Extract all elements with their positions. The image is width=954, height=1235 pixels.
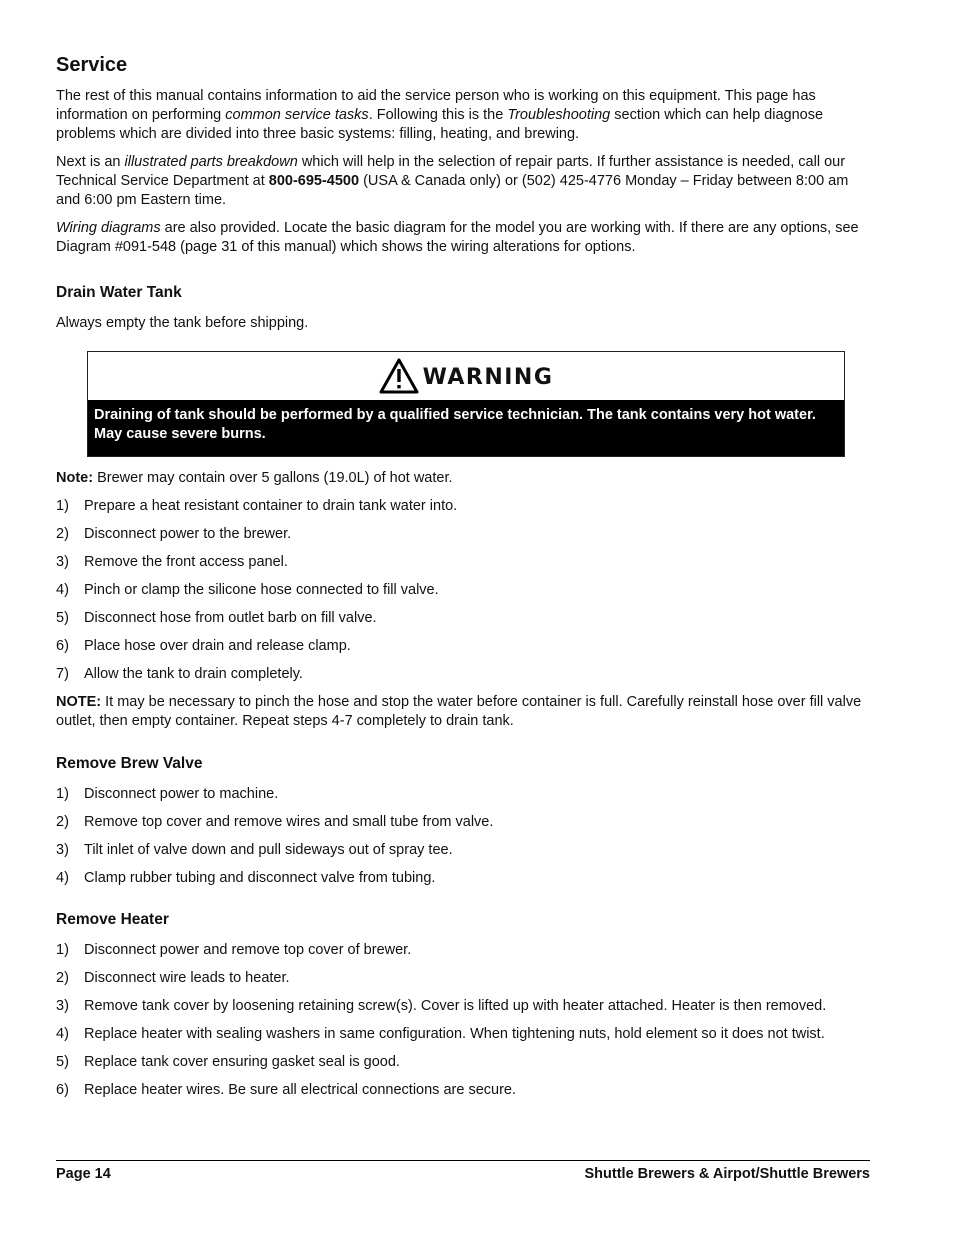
text-run: The rest of this manual contains information to aid the service person who is working on this equipment. This page has information on performing [56,88,816,123]
list-item [56,813,870,832]
list-item [56,553,870,572]
step-text: Remove tank cover by loosening retaining screw(s). Cover is lifted up with heater attached. Heater is then removed. [84,998,827,1014]
service-intro-paragraph [56,87,870,144]
step-number: 3) [56,554,69,570]
step-text: Disconnect power to machine. [84,786,279,802]
text-run: section which can help diagnose problems which are divided into three basic systems: filling, heating, and brewing. [56,107,824,142]
document-title: Shuttle Brewers & Airpot/Shuttle Brewers [584,1166,870,1182]
page-number: Page 14 [56,1166,111,1182]
text-run: are also provided. Locate the basic diagram for the model you are working with. If there are any options, see Diagram #091-548 (page 31 of this manual) which shows the wiring alterations for options. [56,220,859,255]
step-number: 6) [56,1082,69,1098]
section-heading-remove-heater: Remove Heater [56,911,169,928]
step-number: 4) [56,870,69,886]
list-item [56,941,870,960]
note-label: Note: [56,470,94,486]
note-label: NOTE: [56,694,102,710]
list-item [56,665,870,684]
list-item [56,841,870,860]
list-item [56,785,870,804]
step-number: 1) [56,942,69,958]
list-item [56,1053,870,1072]
step-number: 1) [56,786,69,802]
list-item [56,637,870,656]
section-heading-service: Service [56,54,128,76]
italic-text: common service tasks [225,107,369,123]
note-text: Brewer may contain over 5 gallons (19.0L) of hot water. [93,470,453,486]
step-text: Clamp rubber tubing and disconnect valve from tubing. [84,870,436,886]
step-text: Prepare a heat resistant container to drain tank water into. [84,498,458,514]
text-run: (USA & Canada only) or (502) 425-4776 Monday – Friday between 8:00 am and 6:00 pm Eastern time. [56,173,849,208]
brew-valve-steps-list [56,785,870,888]
step-number: 2) [56,970,69,986]
step-number: 3) [56,842,69,858]
step-text: Replace tank cover ensuring gasket seal is good. [84,1054,400,1070]
section-heading-drain-water-tank: Drain Water Tank [56,284,182,301]
list-item [56,1081,870,1100]
parts-breakdown-paragraph [56,153,870,210]
step-number: 2) [56,526,69,542]
warning-triangle-icon [379,358,419,394]
page-footer [56,1160,870,1183]
section-heading-remove-brew-valve: Remove Brew Valve [56,755,203,772]
step-text: Disconnect power to the brewer. [84,526,292,542]
step-text: Remove the front access panel. [84,554,288,570]
step-text: Tilt inlet of valve down and pull sideways out of spray tee. [84,842,453,858]
list-item [56,969,870,988]
italic-text: Troubleshooting [507,107,611,123]
step-number: 4) [56,1026,69,1042]
list-item [56,581,870,600]
list-item [56,1025,870,1044]
step-text: Disconnect power and remove top cover of brewer. [84,942,412,958]
step-text: Replace heater with sealing washers in same configuration. When tightening nuts, hold element so it does not twist. [84,1026,825,1042]
step-number: 6) [56,638,69,654]
drain-intro: Always empty the tank before shipping. [56,315,309,331]
text-run: . Following this is the [368,107,508,123]
note-paragraph [56,469,870,488]
step-text: Replace heater wires. Be sure all electrical connections are secure. [84,1082,516,1098]
heater-steps-list [56,941,870,1100]
step-number: 3) [56,998,69,1014]
step-number: 5) [56,1054,69,1070]
list-item [56,997,870,1016]
text-run: which will help in the selection of repair parts. If further assistance is needed, call our Technical Service Department at [56,154,846,189]
italic-text: Wiring diagrams [56,220,161,236]
step-number: 7) [56,666,69,682]
list-item [56,609,870,628]
text-run: Next is an [56,154,125,170]
list-item [56,869,870,888]
step-number: 5) [56,610,69,626]
document-page [56,52,870,1109]
step-text: Disconnect hose from outlet barb on fill valve. [84,610,377,626]
step-text: Pinch or clamp the silicone hose connected to fill valve. [84,582,439,598]
drain-steps-list [56,497,870,684]
list-item [56,497,870,516]
warning-header [88,352,844,400]
warning-text: Draining of tank should be performed by a qualified service technician. The tank contains very hot water. May cause severe burns. [88,400,844,456]
step-text: Place hose over drain and release clamp. [84,638,351,654]
step-text: Allow the tank to drain completely. [84,666,303,682]
warning-box [87,351,845,457]
italic-text: illustrated parts breakdown [124,154,298,170]
note-paragraph-2 [56,693,870,731]
wiring-diagrams-paragraph [56,219,870,257]
step-number: 1) [56,498,69,514]
step-text: Remove top cover and remove wires and small tube from valve. [84,814,494,830]
warning-title: WARNING [422,365,554,390]
step-number: 2) [56,814,69,830]
step-number: 4) [56,582,69,598]
list-item [56,525,870,544]
step-text: Disconnect wire leads to heater. [84,970,290,986]
phone-number: 800-695-4500 [268,173,360,189]
note-text: It may be necessary to pinch the hose and stop the water before container is full. Carefully reinstall hose over fill valve outlet, then empty container. Repeat steps 4-7 completely to drain tank. [56,694,862,729]
